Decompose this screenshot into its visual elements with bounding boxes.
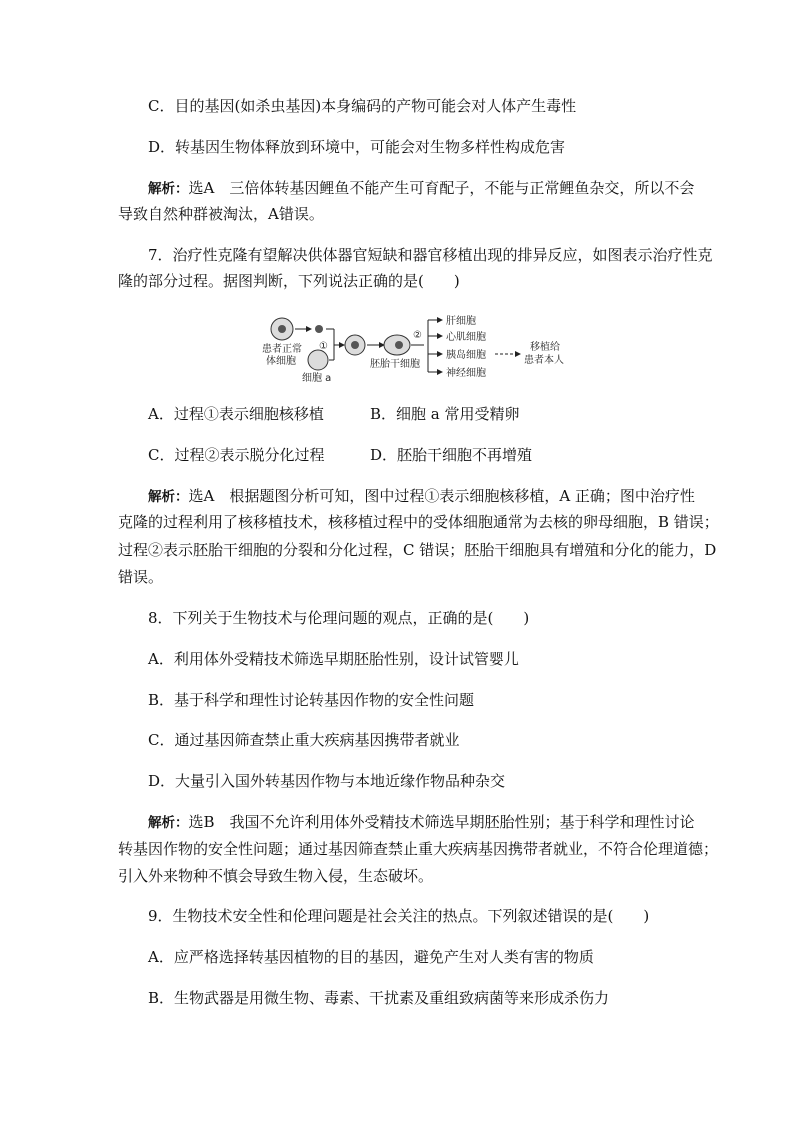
q8-option-a: A．利用体外受精技术筛选早期胚胎性别，设计试管婴儿 [148, 650, 519, 668]
transplant-label-2: 患者本人 [524, 355, 564, 366]
q7-answer-text-1: 选A 根据题图分析可知，图中过程①表示细胞核移植，A 正确；图中治疗性 [188, 487, 695, 505]
q6-answer-line-1 [148, 178, 694, 199]
q8-answer-line-3: 引入外来物种不慎会导致生物入侵，生态破坏。 [118, 867, 434, 885]
reconstructed-cell-nucleus [351, 341, 359, 349]
q7-option-b: B．细胞 a 常用受精卵 [370, 405, 520, 423]
q9-option-b: B．生物武器是用微生物、毒素、干扰素及重组致病菌等来形成杀伤力 [148, 989, 610, 1007]
nerve-cell-label: 神经细胞 [446, 368, 486, 379]
q7-answer-line-4: 错误。 [118, 568, 164, 586]
q8-answer-line-1 [148, 812, 695, 833]
q6-option-c: C．目的基因(如杀虫基因)本身编码的产物可能会对人体产生毒性 [148, 97, 577, 115]
q7-stem-line-1: 7．治疗性克隆有望解决供体器官短缺和器官移植出现的排异反应，如图表示治疗性克 [148, 246, 713, 264]
stem-cell-label: 胚胎干细胞 [370, 359, 420, 370]
q8-answer-text-1: 选B 我国不允许利用体外受精技术筛选早期胚胎性别；基于科学和理性讨论 [188, 813, 695, 831]
heart-cell-label: 心肌细胞 [446, 332, 486, 343]
q7-option-d: D．胚胎干细胞不再增殖 [370, 446, 533, 464]
q8-option-c: C．通过基因筛查禁止重大疾病基因携带者就业 [148, 731, 460, 749]
q9-stem: 9．生物技术安全性和伦理问题是社会关注的热点。下列叙述错误的是( ) [148, 907, 650, 925]
step-2-label: ② [413, 330, 422, 341]
extracted-nucleus [315, 325, 323, 333]
q9-option-a: A．应严格选择转基因植物的目的基因，避免产生对人类有害的物质 [148, 948, 594, 966]
stem-cell-nucleus [395, 341, 403, 349]
transplant-label-1: 移植给 [530, 342, 560, 353]
answer-label: 解析： [148, 181, 189, 197]
q7-answer-line-3: 过程②表示胚胎干细胞的分裂和分化过程，C 错误；胚胎干细胞具有增殖和分化的能力，D [118, 541, 717, 559]
islet-cell-label: 胰岛细胞 [446, 350, 486, 361]
q8-option-b: B．基于科学和理性讨论转基因作物的安全性问题 [148, 691, 475, 709]
cloning-process-diagram [248, 312, 568, 388]
patient-cell-label-2: 体细胞 [266, 356, 296, 367]
step-1-label: ① [319, 341, 328, 352]
q7-option-a: A．过程①表示细胞核移植 [148, 405, 324, 423]
q6-answer-text-1: 选A 三倍体转基因鲤鱼不能产生可育配子，不能与正常鲤鱼杂交，所以不会 [188, 179, 695, 197]
liver-cell-label: 肝细胞 [446, 316, 476, 327]
answer-label: 解析： [148, 815, 189, 831]
q8-option-d: D．大量引入国外转基因作物与本地近缘作物品种杂交 [148, 772, 506, 790]
q8-stem: 8．下列关于生物技术与伦理问题的观点，正确的是( ) [148, 609, 530, 627]
cell-a-label: 细胞 a [302, 373, 332, 384]
q7-stem-line-2: 隆的部分过程。据图判断，下列说法正确的是( ) [118, 272, 460, 290]
cell-a [308, 350, 328, 370]
patient-cell-nucleus [278, 325, 286, 333]
q7-answer-line-1 [148, 486, 695, 507]
q7-option-c: C．过程②表示脱分化过程 [148, 446, 325, 464]
patient-cell-label-1: 患者正常 [262, 344, 302, 355]
q6-option-d: D．转基因生物体释放到环境中，可能会对生物多样性构成危害 [148, 138, 566, 156]
q8-answer-line-2: 转基因作物的安全性问题；通过基因筛查禁止重大疾病基因携带者就业，不符合伦理道德； [118, 840, 719, 858]
answer-label: 解析： [148, 489, 189, 505]
q7-answer-line-2: 克隆的过程利用了核移植技术，核移植过程中的受体细胞通常为去核的卵母细胞，B 错误； [118, 513, 719, 531]
q6-answer-line-2: 导致自然种群被淘汰，A错误。 [118, 205, 324, 223]
